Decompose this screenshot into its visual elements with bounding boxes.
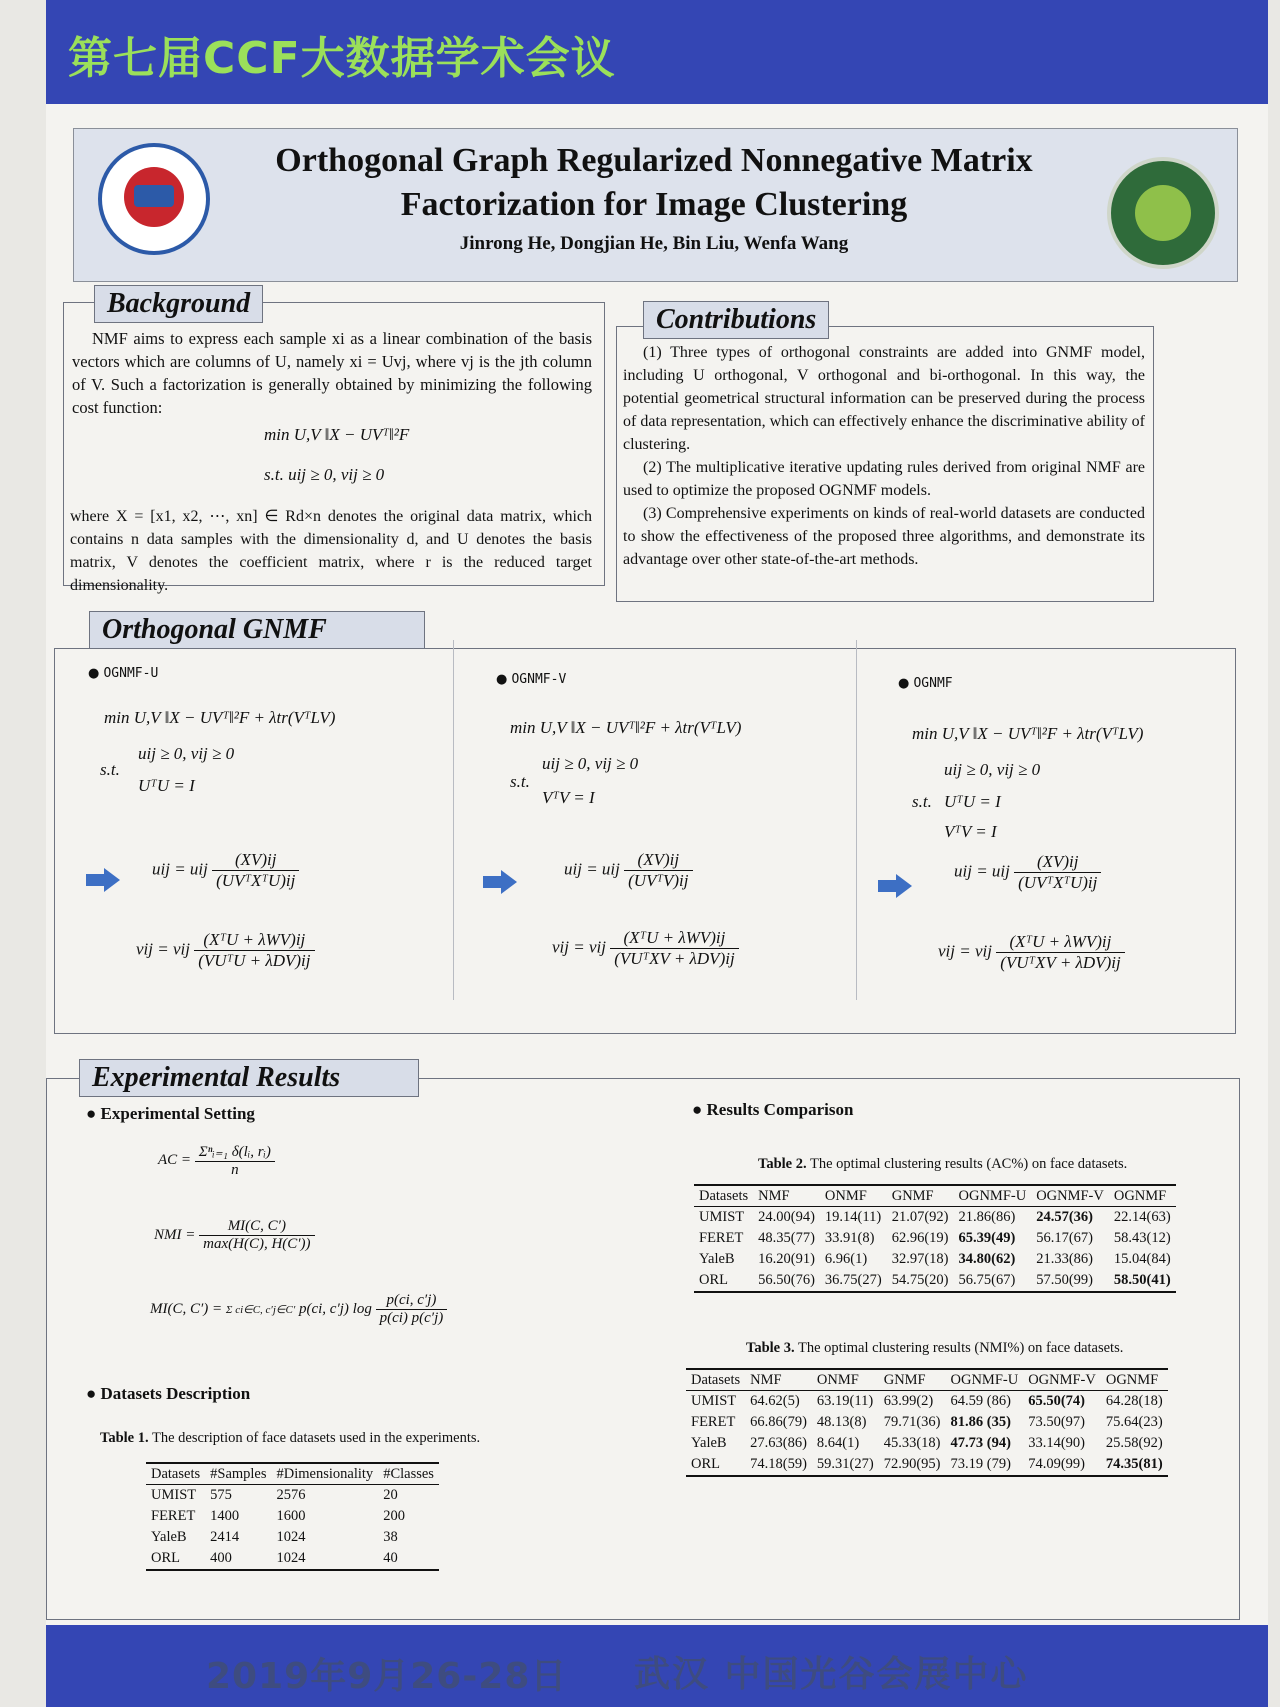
table-cell: 64.62(5) <box>750 1393 800 1409</box>
top-banner <box>46 0 1268 104</box>
arrow-right-icon <box>483 870 517 894</box>
table-cell: 48.13(8) <box>816 1414 867 1430</box>
experimental-setting-label: ● Experimental Setting <box>86 1104 255 1124</box>
table-header-row <box>694 1185 1176 1207</box>
column-header: #Samples <box>205 1463 271 1485</box>
ognmf-v-update: vij = vij $\frac{\text{(XᵀU + λWV)ij}}{\text{(VUᵀXV + λDV)ij}}$ <box>938 932 1125 973</box>
table-cell: 74.18(59) <box>745 1454 812 1476</box>
table-cell: 32.97(18) <box>891 1251 949 1267</box>
nwafu-logo-icon <box>1107 157 1219 269</box>
table-row <box>686 1454 1168 1476</box>
orthogonal-gnmf-section <box>54 614 1236 1034</box>
table-cell: 47.73 (94) <box>950 1435 1011 1451</box>
ognmf-label: ● OGNMF <box>898 676 953 691</box>
ac-formula: AC = $\frac{\text{Σⁿᵢ₌₁ δ(lᵢ, rᵢ)}}{n}$ <box>158 1142 275 1179</box>
ac-results-table <box>694 1184 1176 1293</box>
table-cell: 54.75(20) <box>887 1270 954 1292</box>
table-cell: 1600 <box>276 1508 306 1524</box>
ognmf-u-constraint-1: uij ≥ 0, vij ≥ 0 <box>138 744 235 763</box>
table-cell: 73.50(97) <box>1028 1414 1085 1430</box>
background-section <box>63 288 605 594</box>
table-cell: 400 <box>205 1548 271 1570</box>
table-cell: 40 <box>378 1548 439 1570</box>
table-cell: ORL <box>694 1270 753 1292</box>
results-comparison-label: ● Results Comparison <box>692 1100 853 1120</box>
paper-title <box>214 139 1094 227</box>
table-cell: 25.58(92) <box>1105 1435 1163 1451</box>
table-row <box>686 1412 1168 1433</box>
table-row <box>694 1249 1176 1270</box>
table-cell: 63.19(11) <box>816 1393 874 1409</box>
title-line-2: Factorization for Image Clustering <box>400 186 908 223</box>
table-cell: 72.90(95) <box>879 1454 946 1476</box>
table-cell: YaleB <box>151 1529 187 1545</box>
table-cell: 58.43(12) <box>1113 1230 1171 1246</box>
table-cell: 21.33(86) <box>1036 1251 1093 1267</box>
column-divider <box>453 640 454 1000</box>
mi-formula: MI(C, C′) = Σ ci∈C, c′j∈C′ p(ci, c′j) log $\frac{p(ci, c'j)}{p(ci) p(c'j)}$ <box>150 1292 447 1327</box>
ognmf-constraint-1: uij ≥ 0, vij ≥ 0 <box>944 760 1041 779</box>
table-cell: FERET <box>699 1230 744 1246</box>
table-cell: 27.63(86) <box>750 1435 807 1451</box>
datasets-description-label: ● Datasets Description <box>86 1384 250 1404</box>
table-cell: 24.57(36) <box>1036 1209 1093 1225</box>
table-cell: 19.14(11) <box>824 1209 882 1225</box>
table-row <box>694 1270 1176 1292</box>
column-header: OGNMF-V <box>1023 1369 1101 1391</box>
column-header: OGNMF-U <box>954 1185 1032 1207</box>
ognmf-u-update: uij = uij $\frac{(XV)ij}{\text{(UVᵀXᵀU)ij}}$ <box>954 852 1101 893</box>
table-cell: 24.00(94) <box>758 1209 815 1225</box>
table-cell: 45.33(18) <box>883 1435 941 1451</box>
ognmf-objective: min U,V ‖X − UVᵀ‖²F + λtr(VᵀLV) <box>912 724 1144 743</box>
table-cell: 1400 <box>210 1508 240 1524</box>
table-cell: 21.86(86) <box>958 1209 1016 1225</box>
column-header: OGNMF <box>1101 1369 1168 1391</box>
table-cell: 200 <box>383 1508 405 1524</box>
table-header-row <box>686 1369 1168 1391</box>
yanan-university-logo-icon <box>98 143 210 255</box>
nmi-formula: NMI = $\frac{MI(C, C')}{\max(H(C), H(C'))}$ <box>154 1218 315 1253</box>
table-cell: YaleB <box>691 1435 727 1451</box>
table-cell: 15.04(84) <box>1113 1251 1171 1267</box>
ognmf-v-v-update: vij = vij $\frac{\text{(XᵀU + λWV)ij}}{\text{(VUᵀXV + λDV)ij}}$ <box>552 928 739 969</box>
ognmf-v-label: ● OGNMF-V <box>496 672 566 687</box>
table-cell: 74.09(99) <box>1023 1454 1101 1476</box>
contribution-item: (2) The multiplicative iterative updating rules derived from original NMF are used to optimize the proposed OGNMF models. <box>623 459 1145 499</box>
background-explanation: where X = [x1, x2, ⋯, xn] ∈ Rd×n denotes the original data matrix, which contains n data samples with the dimensionality d, and U denotes the basis matrix, V denotes the coefficient matrix, where r is the reduced target dimensionality. <box>70 508 592 594</box>
ognmf-u-st: s.t. <box>100 760 120 779</box>
table-cell: 575 <box>210 1487 232 1503</box>
table-cell: 65.50(74) <box>1028 1393 1085 1409</box>
table-cell: 34.80(62) <box>958 1251 1016 1267</box>
column-header: GNMF <box>887 1185 954 1207</box>
background-heading: Background <box>94 285 263 323</box>
table-cell: 66.86(79) <box>750 1414 807 1430</box>
table-cell: UMIST <box>699 1209 745 1225</box>
table-cell: FERET <box>691 1414 736 1430</box>
column-header: Datasets <box>146 1463 205 1485</box>
ognmf-v-constraint-1: uij ≥ 0, vij ≥ 0 <box>542 754 639 773</box>
column-header: Datasets <box>694 1185 753 1207</box>
table-cell: 1024 <box>276 1529 306 1545</box>
table-cell: 64.28(18) <box>1105 1393 1163 1409</box>
table-row <box>146 1485 439 1507</box>
ognmf-u-constraint-2: UᵀU = I <box>138 776 195 795</box>
background-objective: min U,V ‖X − UVᵀ‖²F <box>264 425 410 444</box>
table-cell: 74.35(81) <box>1101 1454 1168 1476</box>
ognmf-v-st: s.t. <box>510 772 530 791</box>
table-cell: 2576 <box>276 1487 306 1503</box>
table-cell: 48.35(77) <box>758 1230 815 1246</box>
ognmf-st: s.t. <box>912 792 932 811</box>
table-cell: FERET <box>151 1508 196 1524</box>
table-cell: UMIST <box>151 1487 197 1503</box>
contributions-section <box>616 304 1154 602</box>
arrow-right-icon <box>86 868 120 892</box>
table-cell: 73.19 (79) <box>946 1454 1024 1476</box>
table-cell: 63.99(2) <box>883 1393 934 1409</box>
table-cell: 65.39(49) <box>958 1230 1016 1246</box>
table-cell: 8.64(1) <box>816 1435 860 1451</box>
column-header: OGNMF-V <box>1031 1185 1109 1207</box>
column-header: OGNMF <box>1109 1185 1176 1207</box>
column-header: ONMF <box>812 1369 879 1391</box>
table-cell: 33.91(8) <box>824 1230 875 1246</box>
table-cell: UMIST <box>691 1393 737 1409</box>
datasets-table <box>146 1462 439 1571</box>
contributions-list <box>623 341 1145 571</box>
table-cell: 79.71(36) <box>883 1414 941 1430</box>
table-cell: ORL <box>686 1454 745 1476</box>
column-header: NMF <box>745 1369 812 1391</box>
table-cell: 2414 <box>210 1529 240 1545</box>
table-cell: 56.75(67) <box>954 1270 1032 1292</box>
table-header-row <box>146 1463 439 1485</box>
ognmf-u-label: ● OGNMF-U <box>88 666 158 681</box>
table-cell: 38 <box>383 1529 398 1545</box>
authors: Jinrong He, Dongjian He, Bin Liu, Wenfa Wang <box>459 233 849 254</box>
table-cell: 62.96(19) <box>891 1230 949 1246</box>
table-row <box>146 1548 439 1570</box>
ognmf-constraint-3: VᵀV = I <box>944 822 997 841</box>
ognmf-constraint-2: UᵀU = I <box>944 792 1001 811</box>
table-cell: 33.14(90) <box>1028 1435 1085 1451</box>
table-cell: 75.64(23) <box>1105 1414 1163 1430</box>
conference-venue: 武汉 中国光谷会展中心 <box>634 1654 1029 1695</box>
table-row <box>686 1391 1168 1413</box>
background-constraint: s.t. uij ≥ 0, vij ≥ 0 <box>264 465 385 484</box>
table-cell: 22.14(63) <box>1113 1209 1171 1225</box>
table-cell: YaleB <box>699 1251 735 1267</box>
contribution-item: (1) Three types of orthogonal constraints are added into GNMF model, including U orthogonal, V orthogonal and bi-orthogonal. In this way, the potential geometrical structural information can be preserved during the process of data representation, which can effectively enhance the discriminative ability of clustering. <box>623 344 1145 453</box>
table-cell: 1024 <box>272 1548 379 1570</box>
ognmf-v-u-update: uij = uij $\frac{(XV)ij}{\text{(UVᵀV)ij}}$ <box>564 850 693 891</box>
arrow-right-icon <box>878 874 912 898</box>
table-row <box>694 1228 1176 1249</box>
ognmf-u-objective: min U,V ‖X − UVᵀ‖²F + λtr(VᵀLV) <box>104 708 336 727</box>
table-cell: 16.20(91) <box>758 1251 815 1267</box>
table-cell: 6.96(1) <box>824 1251 868 1267</box>
table-cell: 56.50(76) <box>753 1270 820 1292</box>
poster <box>46 0 1268 1707</box>
table-cell: 59.31(27) <box>812 1454 879 1476</box>
table-cell: 56.17(67) <box>1036 1230 1093 1246</box>
table-cell: 58.50(41) <box>1109 1270 1176 1292</box>
column-header: #Dimensionality <box>272 1463 379 1485</box>
nmi-results-table <box>686 1368 1168 1477</box>
table-row <box>686 1433 1168 1454</box>
conference-date: 2019年9月26-28日 <box>206 1656 568 1697</box>
conference-name: 第七届CCF大数据学术会议 <box>68 33 616 84</box>
contributions-heading: Contributions <box>643 301 829 339</box>
title-line-1: Orthogonal Graph Regularized Nonnegative Matrix <box>275 142 1033 179</box>
orthogonal-gnmf-heading: Orthogonal GNMF <box>89 611 425 649</box>
ognmf-u-u-update: uij = uij $\frac{(XV)ij}{\text{(UVᵀXᵀU)ij}}$ <box>152 850 299 891</box>
table-row <box>146 1506 439 1527</box>
table-cell: 81.86 (35) <box>950 1414 1011 1430</box>
ognmf-v-constraint-2: VᵀV = I <box>542 788 595 807</box>
table-row <box>146 1527 439 1548</box>
column-header: OGNMF-U <box>946 1369 1024 1391</box>
column-header: #Classes <box>378 1463 439 1485</box>
column-divider <box>856 640 857 1000</box>
column-header: GNMF <box>879 1369 946 1391</box>
table-cell: 21.07(92) <box>891 1209 949 1225</box>
table-row <box>694 1207 1176 1229</box>
title-box <box>73 128 1238 282</box>
ognmf-u-v-update: vij = vij $\frac{\text{(XᵀU + λWV)ij}}{\text{(VUᵀU + λDV)ij}}$ <box>136 930 315 971</box>
table-cell: 57.50(99) <box>1031 1270 1109 1292</box>
table2-caption: Table 2. The optimal clustering results (AC%) on face datasets. <box>758 1156 1128 1172</box>
column-header: Datasets <box>686 1369 745 1391</box>
table3-caption: Table 3. The optimal clustering results (NMI%) on face datasets. <box>746 1340 1124 1356</box>
background-intro: NMF aims to express each sample xi as a linear combination of the basis vectors which are columns of U, namely xi = Uvj, where vj is the jth column of V. Such a factorization is generally obtained by minimizing the following cost function: <box>72 329 592 417</box>
column-header: ONMF <box>820 1185 887 1207</box>
ognmf-v-objective: min U,V ‖X − UVᵀ‖²F + λtr(VᵀLV) <box>510 718 742 737</box>
table-cell: 36.75(27) <box>820 1270 887 1292</box>
column-header: NMF <box>753 1185 820 1207</box>
table-cell: ORL <box>146 1548 205 1570</box>
contribution-item: (3) Comprehensive experiments on kinds of real-world datasets are conducted to show the effectiveness of the proposed three algorithms, and demonstrate its advantage over other state-of-the-art methods. <box>623 505 1145 568</box>
table1-caption: Table 1. The description of face datasets used in the experiments. <box>100 1430 481 1446</box>
experimental-results-heading: Experimental Results <box>79 1059 419 1097</box>
table-cell: 64.59 (86) <box>950 1393 1011 1409</box>
table-cell: 20 <box>383 1487 398 1503</box>
